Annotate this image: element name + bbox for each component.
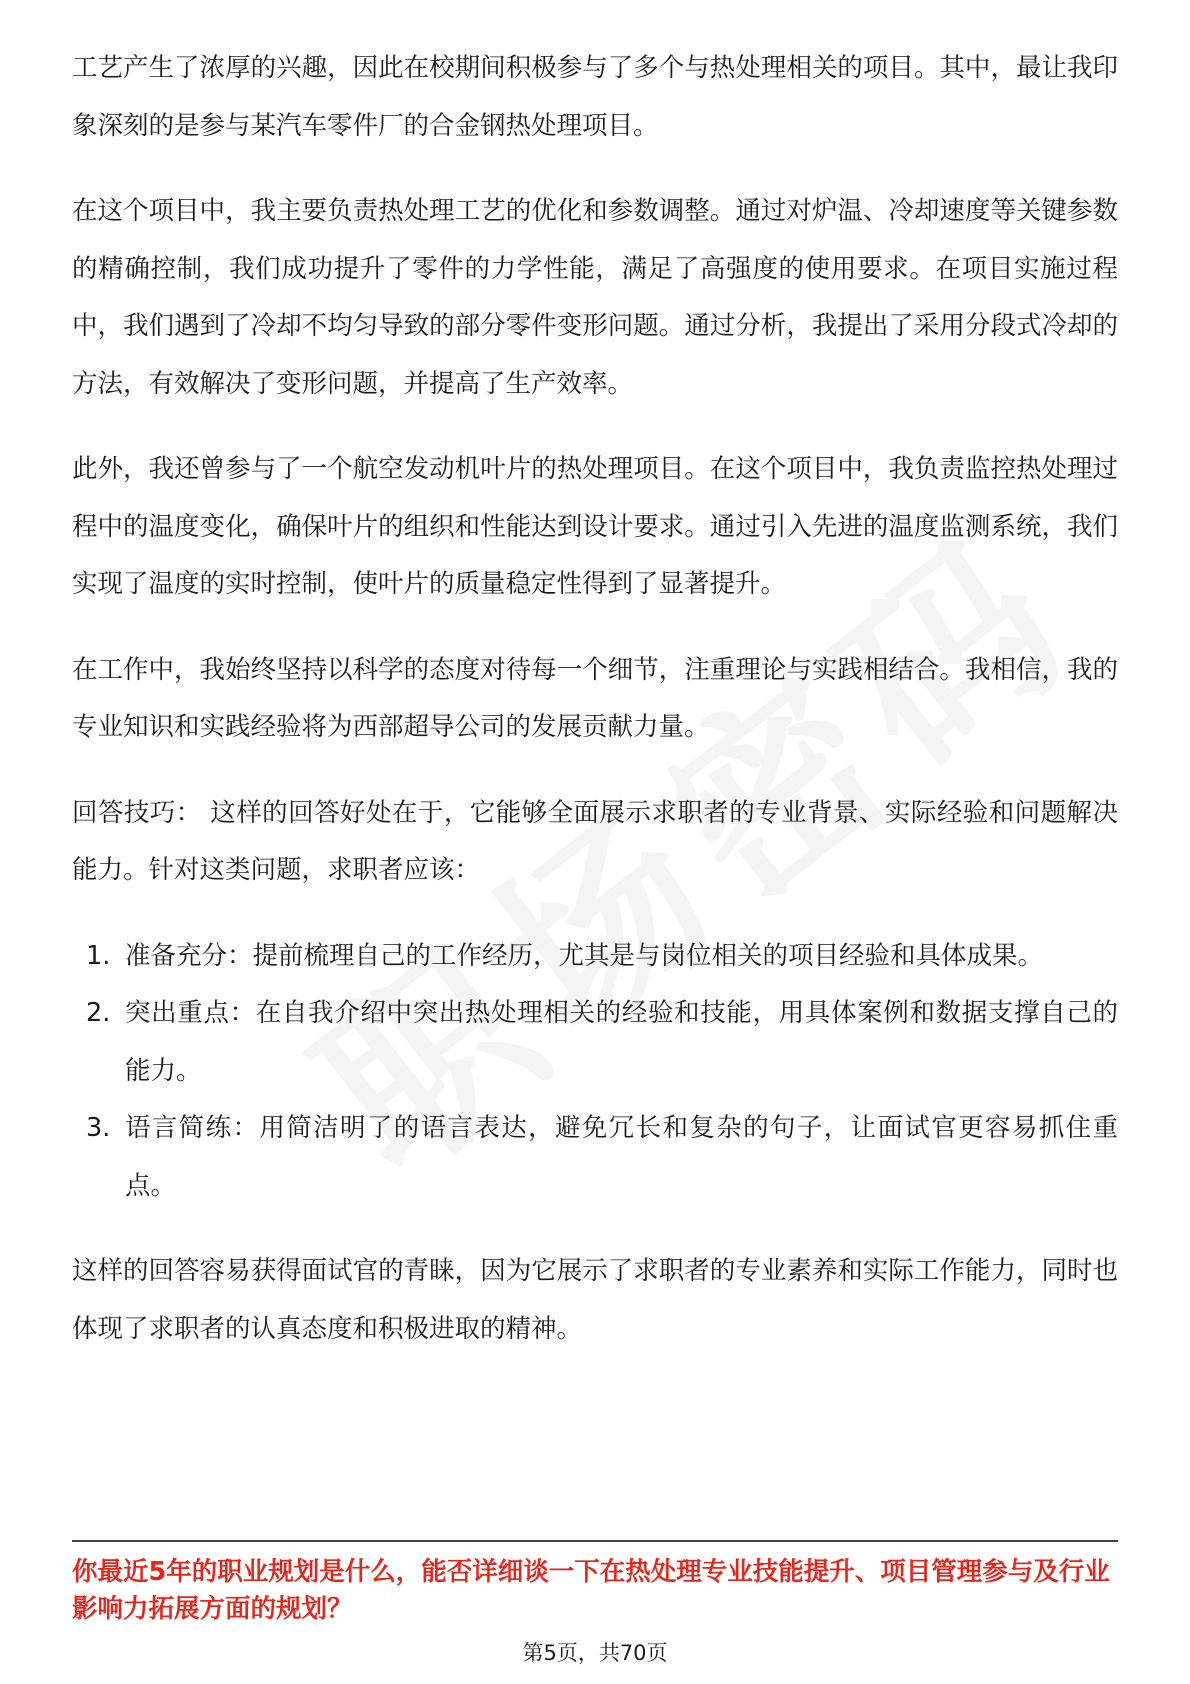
- answer-tips-intro: 回答技巧： 这样的回答好处在于，它能够全面展示求职者的专业背景、实际经验和问题解决能力。针对这类问题，求职者应该：: [72, 797, 1118, 885]
- paragraph: 在这个项目中，我主要负责热处理工艺的优化和参数调整。通过对炉温、冷却速度等关键参数的精确控制，我们成功提升了零件的力学性能，满足了高强度的使用要求。在项目实施过程中，我们遇到了冷却不均匀导致的部分零件变形问题。通过分析，我提出了采用分段式冷却的方法，有效解决了变形问题，并提高了生产效率。: [72, 196, 1118, 399]
- list-item-text: 突出重点：在自我介绍中突出热处理相关的经验和技能，用具体案例和数据支撑自己的能力。: [125, 998, 1118, 1086]
- paragraph: 此外，我还曾参与了一个航空发动机叶片的热处理项目。在这个项目中，我负责监控热处理过程中的温度变化，确保叶片的组织和性能达到设计要求。通过引入先进的温度监测系统，我们实现了温度的实时控制，使叶片的质量稳定性得到了显著提升。: [72, 454, 1118, 599]
- list-item: [72, 928, 1118, 986]
- paragraph: 工艺产生了浓厚的兴趣，因此在校期间积极参与了多个与热处理相关的项目。其中，最让我印象深刻的是参与某汽车零件厂的合金钢热处理项目。: [72, 53, 1118, 141]
- section-divider: [72, 1540, 1118, 1542]
- list-item-text: 语言简练：用简洁明了的语言表达，避免冗长和复杂的句子，让面试官更容易抓住重点。: [125, 1113, 1118, 1201]
- paragraph: 在工作中，我始终坚持以科学的态度对待每一个细节，注重理论与实践相结合。我相信，我的专业知识和实践经验将为西部超导公司的发展贡献力量。: [72, 654, 1118, 742]
- list-number: 3.: [86, 1113, 111, 1143]
- page-number-footer: 第5页，共70页: [522, 1641, 668, 1665]
- list-item-text: 准备充分：提前梳理自己的工作经历，尤其是与岗位相关的项目经验和具体成果。: [125, 940, 1044, 971]
- body-content: [72, 40, 1118, 1386]
- tips-list: [72, 928, 1118, 1216]
- next-question-heading: 你最近5年的职业规划是什么，能否详细谈一下在热处理专业技能提升、项目管理参与及行业影响力拓展方面的规划？: [72, 1557, 1110, 1624]
- list-number: 2.: [86, 998, 111, 1028]
- list-item: [72, 985, 1118, 1100]
- closing-paragraph: 这样的回答容易获得面试官的青睐，因为它展示了求职者的专业素养和实际工作能力，同时也体现了求职者的认真态度和积极进取的精神。: [72, 1256, 1118, 1344]
- list-number: 1.: [86, 940, 111, 971]
- list-item: [72, 1100, 1118, 1215]
